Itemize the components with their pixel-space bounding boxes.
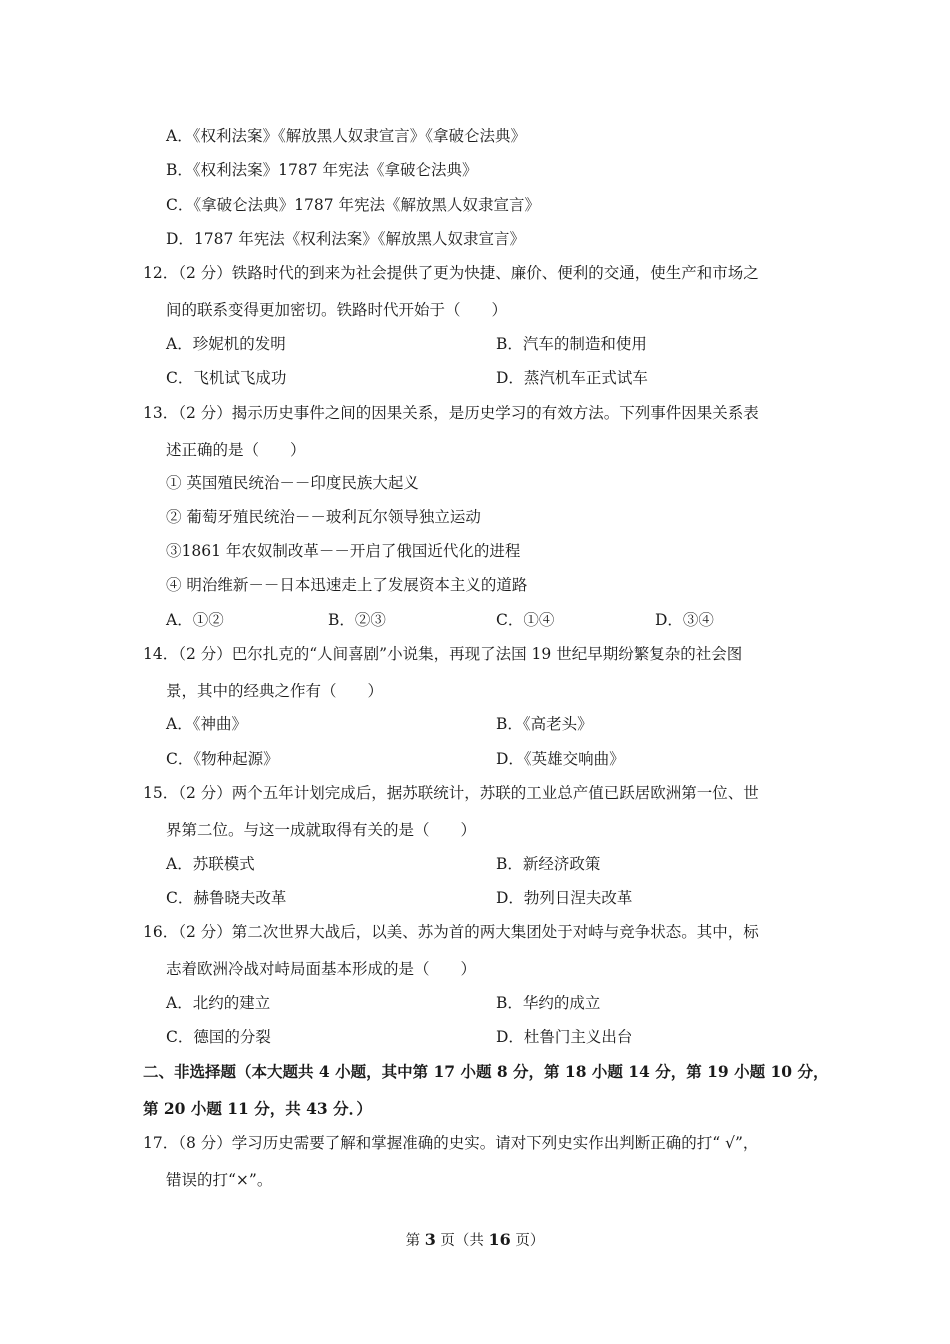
q12-stem-line1: 12．（2 分）铁路时代的到来为社会提供了更为快捷、廉价、便利的交通，使生产和市场之 <box>143 264 759 282</box>
q15-option-a: A．苏联模式 <box>166 855 255 873</box>
q16-option-b: B．华约的成立 <box>496 994 601 1012</box>
q13-option-a: A．①② <box>166 611 224 629</box>
q17-stem-line1: 17．（8 分）学习历史需要了解和掌握准确的史实。请对下列史实作出判断正确的打“ √”， <box>143 1134 759 1152</box>
q11-option-b: B．《权利法案》1787 年宪法《拿破仑法典》 <box>166 161 478 179</box>
q17-stem-line2: 错误的打“×”。 <box>166 1171 273 1189</box>
q15-stem-line2: 界第二位。与这一成就取得有关的是（ ） <box>166 821 477 839</box>
section2-heading-line2: 第 20 小题 11 分，共 43 分．） <box>143 1099 372 1118</box>
q15-option-c: C．赫鲁晓夫改革 <box>166 889 287 907</box>
footer-prefix: 第 <box>405 1233 425 1249</box>
q16-option-c: C．德国的分裂 <box>166 1028 271 1046</box>
q14-option-b: B．《高老头》 <box>496 715 593 733</box>
q14-stem-line2: 景，其中的经典之作有（ ） <box>166 682 384 700</box>
q14-option-d: D．《英雄交响曲》 <box>496 750 625 768</box>
q14-stem-line1: 14．（2 分）巴尔扎克的“人间喜剧”小说集，再现了法国 19 世纪早期纷繁复杂的社会图 <box>143 645 743 663</box>
page-footer <box>0 1229 950 1250</box>
q12-option-c: C．飞机试飞成功 <box>166 369 287 387</box>
q13-option-c: C．①④ <box>496 611 555 629</box>
q14-option-c: C．《物种起源》 <box>166 750 279 768</box>
q12-option-d: D．蒸汽机车正式试车 <box>496 369 648 387</box>
q15-option-b: B．新经济政策 <box>496 855 601 873</box>
section2-heading-line1: 二、非选择题（本大题共 4 小题，其中第 17 小题 8 分，第 18 小题 14 分，第 19 小题 10 分， <box>143 1062 829 1081</box>
q13-option-d: D．③④ <box>655 611 714 629</box>
q16-stem-line1: 16．（2 分）第二次世界大战后，以美、苏为首的两大集团处于对峙与竞争状态。其中，标 <box>143 923 759 941</box>
q13-item-4: ④ 明治维新－－日本迅速走上了发展资本主义的道路 <box>166 576 528 594</box>
q13-item-1: ① 英国殖民统治－－印度民族大起义 <box>166 474 419 492</box>
q11-option-d: D．1787 年宪法《权利法案》《解放黑人奴隶宣言》 <box>166 230 526 248</box>
q12-option-a: A．珍妮机的发明 <box>166 335 286 353</box>
q11-option-a: A．《权利法案》《解放黑人奴隶宣言》《拿破仑法典》 <box>166 127 526 145</box>
q16-stem-line2: 志着欧洲冷战对峙局面基本形成的是（ ） <box>166 960 477 978</box>
q13-item-2: ② 葡萄牙殖民统治－－玻利瓦尔领导独立运动 <box>166 508 481 526</box>
q14-option-a: A．《神曲》 <box>166 715 247 733</box>
footer-page-number: 3 <box>424 1230 436 1249</box>
q12-stem-line2: 间的联系变得更加密切。铁路时代开始于（ ） <box>166 301 508 319</box>
q13-option-b: B．②③ <box>328 611 386 629</box>
footer-suffix: 页） <box>510 1233 545 1249</box>
q13-stem-line1: 13．（2 分）揭示历史事件之间的因果关系，是历史学习的有效方法。下列事件因果关系表 <box>143 404 759 422</box>
q16-option-a: A．北约的建立 <box>166 994 271 1012</box>
footer-middle: 页（共 <box>435 1233 489 1249</box>
footer-total-pages: 16 <box>488 1230 511 1249</box>
q16-option-d: D．杜鲁门主义出台 <box>496 1028 633 1046</box>
q13-stem-line2: 述正确的是（ ） <box>166 441 306 459</box>
q13-item-3: ③1861 年农奴制改革－－开启了俄国近代化的进程 <box>166 542 521 560</box>
q15-stem-line1: 15．（2 分）两个五年计划完成后，据苏联统计，苏联的工业总产值已跃居欧洲第一位、世 <box>143 784 759 802</box>
q15-option-d: D．勃列日涅夫改革 <box>496 889 633 907</box>
q11-option-c: C．《拿破仑法典》1787 年宪法《解放黑人奴隶宣言》 <box>166 196 540 214</box>
q12-option-b: B．汽车的制造和使用 <box>496 335 647 353</box>
